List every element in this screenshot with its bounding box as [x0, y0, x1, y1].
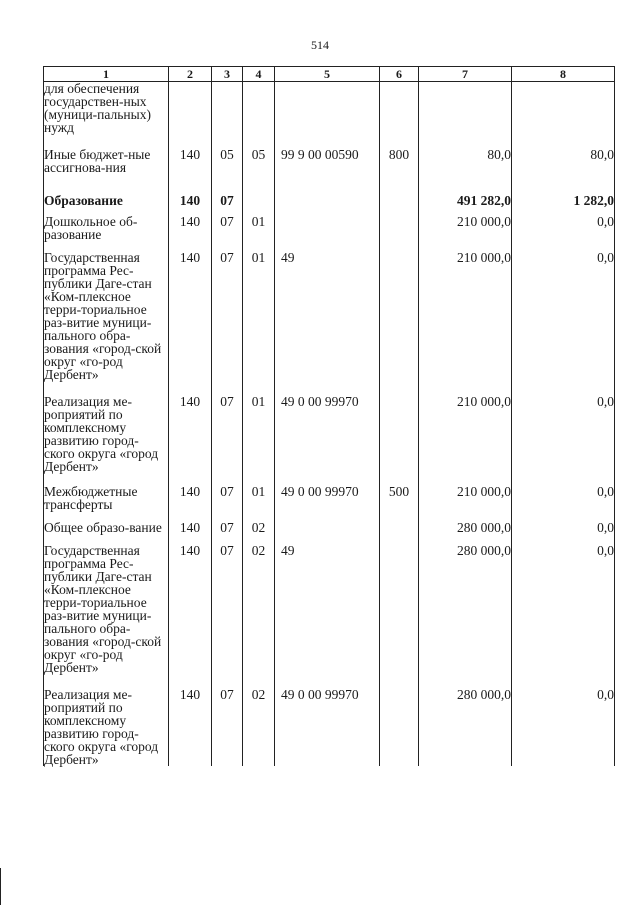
row-name-cell: Государственная программа Рес-публики Даге-стан «Ком-плексное терри-ториальное раз-витие муници-пального обра-зования «город-ской округ «го-род Дербент» — [44, 251, 169, 395]
row-amount2-cell: 0,0 — [512, 251, 615, 395]
row-code-cell: 140 — [169, 148, 212, 194]
table-row — [44, 688, 615, 766]
row-name-cell: Образование — [44, 194, 169, 215]
row-subsection-cell — [243, 194, 275, 215]
row-target-cell: 49 0 00 99970 — [275, 688, 380, 766]
row-amount-cell — [419, 82, 512, 149]
row-expense-type-cell — [380, 251, 419, 395]
row-section-cell: 07 — [212, 251, 243, 395]
row-subsection-cell: 05 — [243, 148, 275, 194]
row-subsection-cell: 02 — [243, 521, 275, 544]
row-amount-cell: 210 000,0 — [419, 395, 512, 485]
table-row — [44, 485, 615, 521]
table-row — [44, 251, 615, 395]
row-expense-type-cell — [380, 215, 419, 251]
row-amount2-cell: 1 282,0 — [512, 194, 615, 215]
row-target-cell — [275, 215, 380, 251]
row-target-cell: 99 9 00 00590 — [275, 148, 380, 194]
row-subsection-cell: 01 — [243, 215, 275, 251]
row-subsection-cell: 02 — [243, 688, 275, 766]
row-subsection-cell: 02 — [243, 544, 275, 688]
table-row — [44, 395, 615, 485]
row-name-cell: Дошкольное об-разование — [44, 215, 169, 251]
row-subsection-cell: 01 — [243, 251, 275, 395]
row-amount2-cell: 0,0 — [512, 485, 615, 521]
table-row — [44, 521, 615, 544]
row-amount-cell: 280 000,0 — [419, 521, 512, 544]
row-expense-type-cell — [380, 688, 419, 766]
row-section-cell: 07 — [212, 395, 243, 485]
row-target-cell: 49 0 00 99970 — [275, 485, 380, 521]
row-target-cell — [275, 194, 380, 215]
row-subsection-cell — [243, 82, 275, 149]
row-expense-type-cell: 800 — [380, 148, 419, 194]
row-code-cell — [169, 82, 212, 149]
table-row — [44, 215, 615, 251]
row-target-cell — [275, 521, 380, 544]
row-code-cell: 140 — [169, 215, 212, 251]
header-row — [44, 67, 615, 82]
row-subsection-cell: 01 — [243, 485, 275, 521]
col-header-4: 4 — [243, 67, 275, 82]
row-expense-type-cell — [380, 544, 419, 688]
table-row — [44, 82, 615, 149]
row-code-cell: 140 — [169, 194, 212, 215]
row-section-cell: 07 — [212, 688, 243, 766]
row-expense-type-cell — [380, 194, 419, 215]
col-header-1: 1 — [44, 67, 169, 82]
row-name-cell: Реализация ме-роприятий по комплексному развитию город-ского округа «город Дербент» — [44, 688, 169, 766]
row-amount2-cell — [512, 82, 615, 149]
row-subsection-cell: 01 — [243, 395, 275, 485]
row-amount2-cell: 0,0 — [512, 395, 615, 485]
row-section-cell — [212, 82, 243, 149]
row-amount2-cell: 0,0 — [512, 521, 615, 544]
col-header-7: 7 — [419, 67, 512, 82]
col-header-6: 6 — [380, 67, 419, 82]
row-name-cell: Межбюджетные трансферты — [44, 485, 169, 521]
col-header-3: 3 — [212, 67, 243, 82]
row-expense-type-cell: 500 — [380, 485, 419, 521]
table-row — [44, 194, 615, 215]
row-code-cell: 140 — [169, 521, 212, 544]
budget-table — [43, 66, 615, 766]
row-target-cell: 49 — [275, 251, 380, 395]
col-header-8: 8 — [512, 67, 615, 82]
row-amount2-cell: 0,0 — [512, 688, 615, 766]
row-name-cell: для обеспечения государствен-ных (муници-пальных) нужд — [44, 82, 169, 149]
row-code-cell: 140 — [169, 251, 212, 395]
row-amount-cell: 280 000,0 — [419, 544, 512, 688]
scan-edge-mark — [0, 868, 1, 905]
row-expense-type-cell — [380, 82, 419, 149]
row-amount-cell: 80,0 — [419, 148, 512, 194]
row-section-cell: 05 — [212, 148, 243, 194]
row-section-cell: 07 — [212, 521, 243, 544]
table-row — [44, 544, 615, 688]
row-amount-cell: 210 000,0 — [419, 485, 512, 521]
row-amount2-cell: 0,0 — [512, 544, 615, 688]
row-section-cell: 07 — [212, 544, 243, 688]
row-code-cell: 140 — [169, 544, 212, 688]
row-name-cell: Реализация ме-роприятий по комплексному развитию город-ского округа «город Дербент» — [44, 395, 169, 485]
row-code-cell: 140 — [169, 688, 212, 766]
row-amount2-cell: 0,0 — [512, 215, 615, 251]
row-section-cell: 07 — [212, 215, 243, 251]
row-section-cell: 07 — [212, 485, 243, 521]
row-code-cell: 140 — [169, 485, 212, 521]
row-target-cell — [275, 82, 380, 149]
row-name-cell: Общее образо-вание — [44, 521, 169, 544]
row-amount-cell: 210 000,0 — [419, 215, 512, 251]
row-name-cell: Иные бюджет-ные ассигнова-ния — [44, 148, 169, 194]
row-amount2-cell: 80,0 — [512, 148, 615, 194]
row-code-cell: 140 — [169, 395, 212, 485]
row-section-cell: 07 — [212, 194, 243, 215]
row-amount-cell: 280 000,0 — [419, 688, 512, 766]
col-header-5: 5 — [275, 67, 380, 82]
row-expense-type-cell — [380, 521, 419, 544]
row-amount-cell: 210 000,0 — [419, 251, 512, 395]
row-target-cell: 49 0 00 99970 — [275, 395, 380, 485]
page-number: 514 — [311, 38, 329, 52]
col-header-2: 2 — [169, 67, 212, 82]
table-row — [44, 148, 615, 194]
row-amount-cell: 491 282,0 — [419, 194, 512, 215]
row-name-cell: Государственная программа Рес-публики Даге-стан «Ком-плексное терри-ториальное раз-витие муници-пального обра-зования «город-ской округ «го-род Дербент» — [44, 544, 169, 688]
row-expense-type-cell — [380, 395, 419, 485]
row-target-cell: 49 — [275, 544, 380, 688]
